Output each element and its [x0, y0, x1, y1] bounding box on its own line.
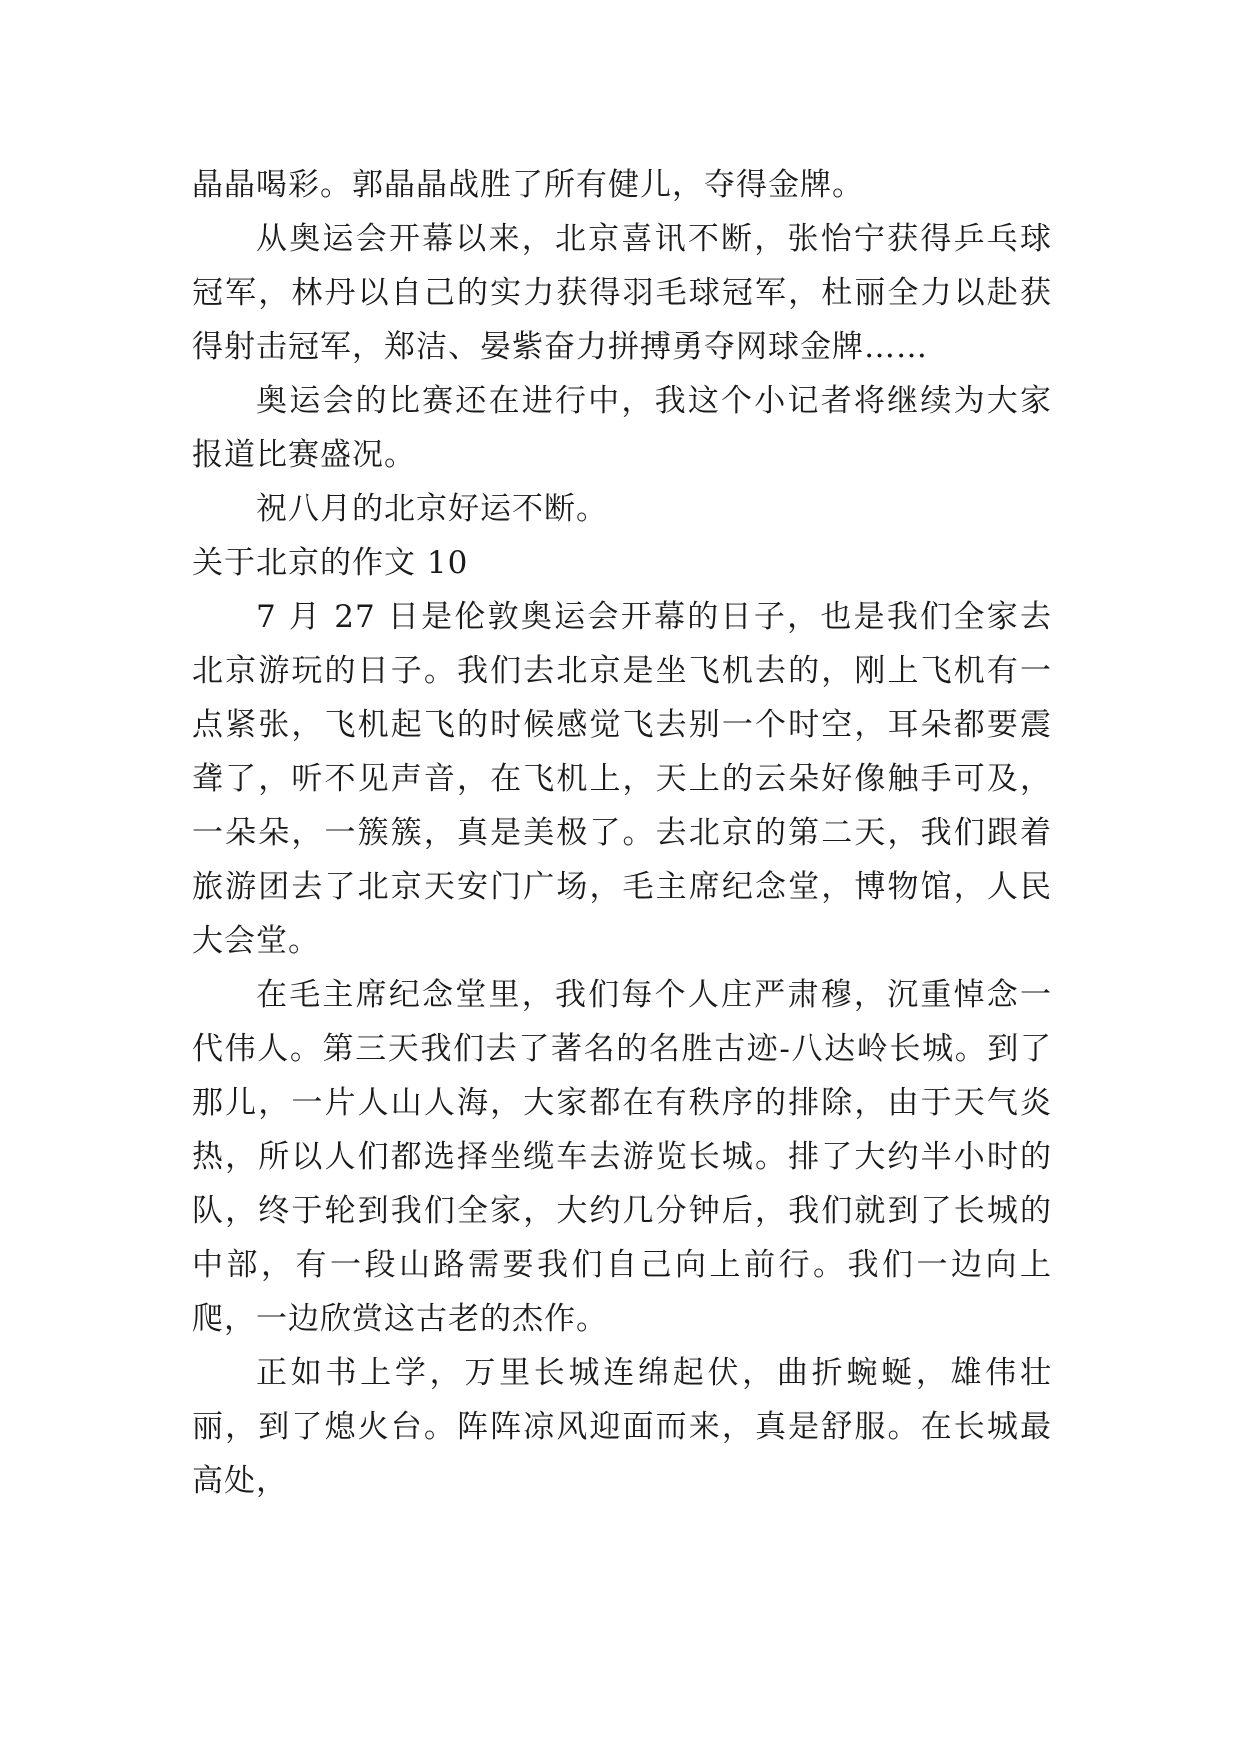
document-body — [192, 158, 1052, 1508]
paragraph: 奥运会的比赛还在进行中，我这个小记者将继续为大家报道比赛盛况。 — [192, 383, 1052, 473]
paragraph: 从奥运会开幕以来，北京喜讯不断，张怡宁获得乒乓球冠军，林丹以自己的实力获得羽毛球冠军，杜丽全力以赴获得射击冠军，郑洁、晏紫奋力拼搏勇夺网球金牌…… — [192, 221, 1052, 365]
paragraph: 在毛主席纪念堂里，我们每个人庄严肃穆，沉重悼念一代伟人。第三天我们去了著名的名胜古迹-八达岭长城。到了那儿，一片人山人海，大家都在有秩序的排除，由于天气炎热，所以人们都选择坐缆车去游览长城。排了大约半小时的队，终于轮到我们全家，大约几分钟后，我们就到了长城的中部，有一段山路需要我们自己向上前行。我们一边向上爬，一边欣赏这古老的杰作。 — [192, 977, 1052, 1337]
paragraph-continuation: 晶晶喝彩。郭晶晶战胜了所有健儿，夺得金牌。 — [192, 167, 864, 203]
paragraph: 7 月 27 日是伦敦奥运会开幕的日子，也是我们全家去北京游玩的日子。我们去北京是坐飞机去的，刚上飞机有一点紧张，飞机起飞的时候感觉飞去别一个时空，耳朵都要震聋了，听不见声音，在飞机上，天上的云朵好像触手可及，一朵朵，一簇簇，真是美极了。去北京的第二天，我们跟着旅游团去了北京天安门广场，毛主席纪念堂，博物馆，人民大会堂。 — [192, 599, 1052, 959]
section-heading: 关于北京的作文 10 — [192, 545, 469, 581]
paragraph: 正如书上学，万里长城连绵起伏，曲折蜿蜒，雄伟壮丽，到了熄火台。阵阵凉风迎面而来，真是舒服。在长城最高处， — [192, 1355, 1052, 1499]
paragraph: 祝八月的北京好运不断。 — [256, 491, 608, 527]
